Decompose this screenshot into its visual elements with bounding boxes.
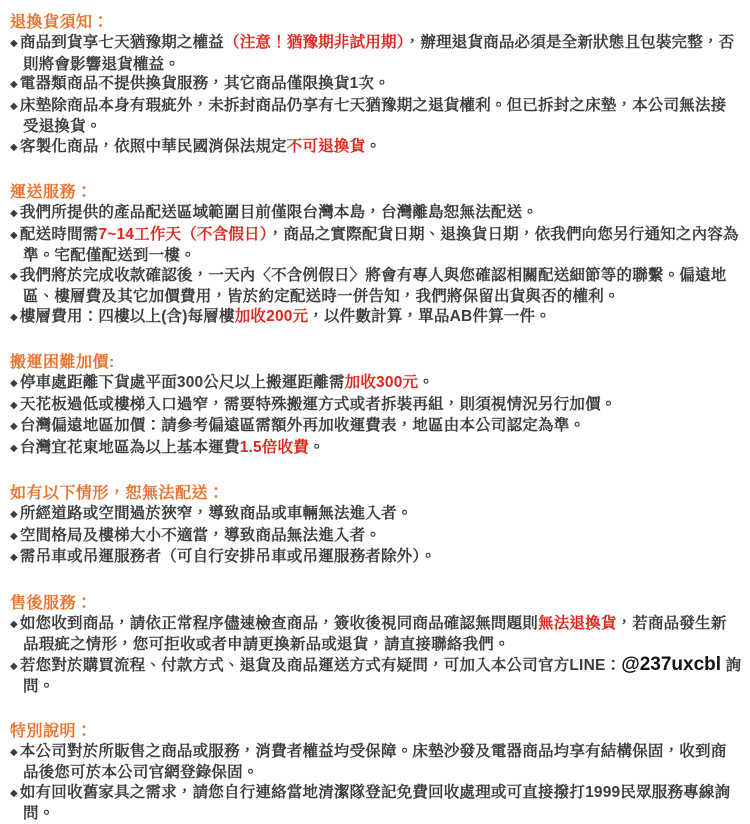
body-text: ，商品之實際配貨日期、退換貨日期，依我們向您另行通知之內容為準。宅配僅配送到一樓。 <box>23 225 739 264</box>
body-text: ，以件數計算，單品AB件算一件。 <box>308 307 551 325</box>
section-title: 退換貨須知： <box>10 14 110 31</box>
body-text: 我們所提供的產品配送區域範圍目前僅限台灣本島，台灣離島恕無法配送。 <box>19 204 538 221</box>
body-text: 台灣宜花東地區為以上基本運費 <box>19 438 240 456</box>
list-item <box>10 742 742 783</box>
diamond-bullet-icon: ◆ <box>10 442 18 454</box>
list-item <box>10 526 742 548</box>
diamond-bullet-icon: ◆ <box>10 787 18 799</box>
list-item <box>10 225 742 266</box>
section <box>10 353 742 459</box>
body-text: 電器類商品不提供換貨服務，其它商品僅限換貨1次。 <box>19 75 390 92</box>
body-text: ，辦理退貨商品必須是全新狀態且包裝完整，否則將會影響退貨權益。 <box>23 34 735 73</box>
list-item <box>10 416 742 438</box>
body-text: 台灣偏遠地區加價：請參考偏遠區需額外再加收運費表，地區由本公司認定為準。 <box>19 417 586 434</box>
list-item <box>10 96 742 137</box>
list-item <box>10 655 742 697</box>
emphasis-text: 7~14工作天（不含假日） <box>98 225 268 243</box>
diamond-bullet-icon: ◆ <box>10 38 18 49</box>
body-text: 空間格局及樓梯大小不適當，導致商品無法進入者。 <box>19 526 381 544</box>
diamond-bullet-icon: ◆ <box>10 552 18 563</box>
list-item <box>10 137 742 159</box>
body-text: 客製化商品，依照中華民國消保法規定 <box>19 137 287 155</box>
section <box>10 183 742 328</box>
diamond-bullet-icon: ◆ <box>10 208 18 219</box>
section-title: 特別說明： <box>10 722 93 740</box>
diamond-bullet-icon: ◆ <box>10 421 18 432</box>
list-item <box>10 783 742 824</box>
section-list <box>10 742 742 824</box>
diamond-bullet-icon: ◆ <box>10 618 18 630</box>
body-text: 需吊車或吊運服務者（可自行安排吊車或吊運服務者除外）。 <box>19 548 437 565</box>
sections-container <box>10 13 742 824</box>
list-item <box>10 307 742 329</box>
section-list <box>10 504 742 569</box>
body-text: 停車處距離下貨處平面300公尺以上搬運距離需 <box>19 374 345 391</box>
list-item <box>10 373 742 395</box>
list-item <box>10 74 742 96</box>
section-title: 如有以下情形，恕無法配送： <box>10 485 225 502</box>
section <box>10 13 742 158</box>
body-text: 配送時間需 <box>19 225 99 243</box>
body-text: 本公司對於所販售之商品或服務，消費者權益均受保障。床墊沙發及電器商品均享有結構保固，收到商品後您可於本公司官網登錄保固。 <box>19 742 727 781</box>
list-item <box>10 203 742 225</box>
section-list <box>10 614 742 697</box>
diamond-bullet-icon: ◆ <box>10 79 18 90</box>
diamond-bullet-icon: ◆ <box>10 660 18 672</box>
emphasis-text: 加收200元 <box>234 307 309 325</box>
body-text: 如您收到商品，請依正常程序儘速檢查商品，簽收後視同商品確認無問題則 <box>19 614 538 632</box>
section-title: 售後服務： <box>10 594 93 612</box>
body-text: 商品到貨享七天猶豫期之權益 <box>19 34 224 51</box>
body-text: ，若商品發生新品瑕疵之情形，您可拒收或者申請更換新品或退貨，請直接聯絡我們。 <box>23 614 727 653</box>
body-text: 詢問。 <box>23 656 742 695</box>
list-item <box>10 504 742 526</box>
emphasis-text: 無法退換貨 <box>538 614 617 632</box>
body-text: 。 <box>308 438 325 456</box>
emphasis-text: 不可退換貨 <box>286 137 366 155</box>
diamond-bullet-icon: ◆ <box>10 399 18 411</box>
section <box>10 594 742 697</box>
section-list <box>10 373 742 459</box>
body-text: 所經道路或空間過於狹窄，導致商品或車輛無法進入者。 <box>19 505 413 522</box>
list-item <box>10 614 742 655</box>
body-text: 。 <box>365 137 382 155</box>
diamond-bullet-icon: ◆ <box>10 378 18 389</box>
section <box>10 484 742 569</box>
diamond-bullet-icon: ◆ <box>10 270 18 282</box>
emphasis-text: 加收300元 <box>344 374 419 391</box>
diamond-bullet-icon: ◆ <box>10 746 18 758</box>
section-title: 搬運困難加價: <box>10 354 115 371</box>
list-item <box>10 547 742 569</box>
section <box>10 722 742 824</box>
body-text: 床墊除商品本身有瑕疵外，未拆封商品仍享有七天猶豫期之退貨權利。但已拆封之床墊，本公司無法接受退換貨。 <box>19 96 727 135</box>
list-item <box>10 266 742 307</box>
diamond-bullet-icon: ◆ <box>10 509 18 520</box>
diamond-bullet-icon: ◆ <box>10 141 18 153</box>
list-item <box>10 438 742 460</box>
body-text: 若您對於購買流程、付款方式、退貨及商品運送方式有疑問，可加入本公司官方LINE： <box>19 656 622 674</box>
diamond-bullet-icon: ◆ <box>10 311 18 323</box>
diamond-bullet-icon: ◆ <box>10 100 18 112</box>
line-id-text: @237uxcbl <box>621 653 722 675</box>
section-list <box>10 33 742 158</box>
body-text: 如有回收舊家具之需求，請您自行連絡當地清潔隊登記免費回收處理或可直接撥打1999民眾服務專線詢問。 <box>19 783 731 822</box>
diamond-bullet-icon: ◆ <box>10 530 18 542</box>
body-text: 樓層費用：四樓以上(含)每層樓 <box>19 307 235 325</box>
body-text: 。 <box>418 374 434 391</box>
list-item <box>10 33 742 74</box>
body-text: 天花板過低或樓梯入口過窄，需要特殊搬運方式或者拆裝再組，則須視情況另行加價。 <box>19 395 617 413</box>
section-list <box>10 203 742 328</box>
body-text: 我們將於完成收款確認後，一天內〈不含例假日〉將會有專人與您確認相關配送細節等的聯繫。偏遠地區、樓層費及其它加價費用，皆於約定配送時一併告知，我們將保留出貨與否的權利。 <box>19 266 727 305</box>
emphasis-text: （注意！猶豫期非試用期） <box>224 34 405 51</box>
section-title: 運送服務： <box>10 184 93 201</box>
diamond-bullet-icon: ◆ <box>10 229 18 241</box>
emphasis-text: 1.5倍收費 <box>239 438 309 456</box>
list-item <box>10 395 742 417</box>
